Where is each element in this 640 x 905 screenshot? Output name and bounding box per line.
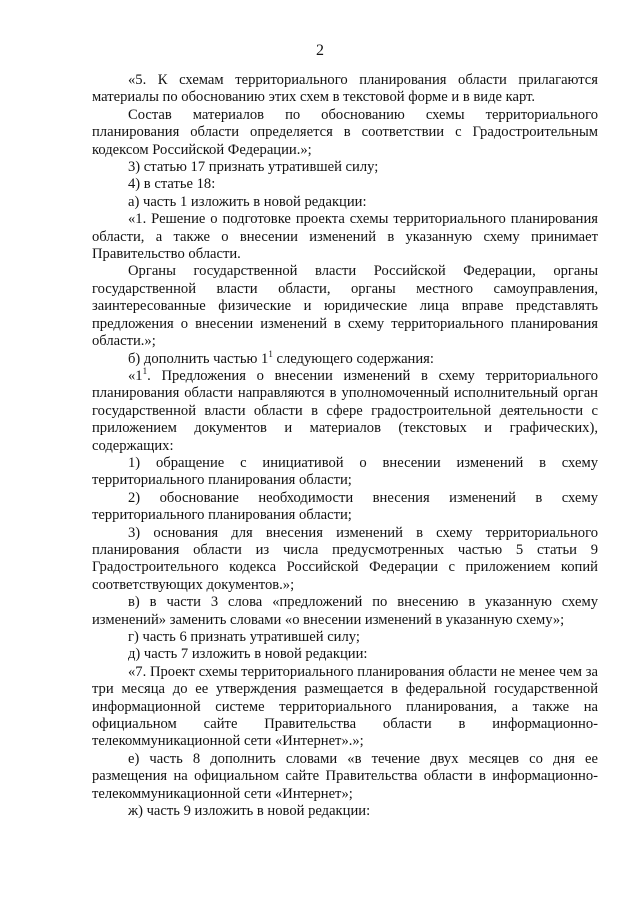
- paragraph-text: . Предложения о внесении изменений в схему территориального планирования области направляются в уполномоченный исполнительный орган государственной власти области в сфере градостроительной деятельности с приложением документов и материалов (текстовых и графических), содержащих:: [92, 367, 598, 454]
- page-number: 2: [316, 42, 324, 59]
- superscript: 1: [142, 365, 148, 376]
- paragraph: «1. Решение о подготовке проекта схемы территориального планирования области, а также о внесении изменений в указанную схему принимает Правительство области.: [92, 211, 598, 263]
- paragraph-text: следующего содержания:: [272, 350, 434, 367]
- paragraph: Органы государственной власти Российской Федерации, органы государственной власти области, органы местного самоуправления, заинтересованные физические и юридические лица вправе представлять предложения о внесении изменений в схему территориального планирования области.»;: [92, 263, 598, 350]
- paragraph: д) часть 7 изложить в новой редакции:: [128, 646, 368, 663]
- paragraph: 2) обоснование необходимости внесения изменений в схему территориального планирования области;: [92, 489, 598, 524]
- paragraph: 4) в статье 18:: [128, 176, 216, 193]
- superscript: 1: [268, 348, 273, 359]
- paragraph: г) часть 6 признать утратившей силу;: [128, 629, 360, 645]
- paragraph: ж) часть 9 изложить в новой редакции:: [128, 803, 371, 820]
- paragraph: «7. Проект схемы территориального планирования области не менее чем за три месяца до ее утверждения размещается в федеральной государственной информационной системе территориального планирования, а также на официальном сайте Правительства области в информационно-телекоммуникационной сети «Интернет».»;: [92, 663, 598, 750]
- paragraph: е) часть 8 дополнить словами «в течение двух месяцев со дня ее размещения на официальном сайте Правительства области в информационно-телекоммуникационной сети «Интернет»;: [92, 750, 598, 802]
- paragraph-text: «1: [128, 367, 143, 384]
- paragraph: 3) статью 17 признать утратившей силу;: [128, 159, 379, 176]
- paragraph: [92, 365, 598, 455]
- document-body: [92, 72, 598, 820]
- paragraph: 3) основания для внесения изменений в схему территориального планирования области из числа предусмотренных частью 5 статьи 9 Градостроительного кодекса Российской Федерации с приложением копий соответствующих документов.»;: [92, 524, 598, 593]
- paragraph: «5. К схемам территориального планирования области прилагаются материалы по обоснованию этих схем в текстовой форме и в виде карт.: [92, 72, 598, 106]
- paragraph: 1) обращение с инициативой о внесении изменений в схему территориального планирования области;: [92, 454, 598, 489]
- paragraph: в) в части 3 слова «предложений по внесению в указанную схему изменений» заменить словами «о внесении изменений в указанную схему»;: [92, 594, 598, 628]
- paragraph: Состав материалов по обоснованию схемы территориального планирования области определяется в соответствии с Градостроительным кодексом Российской Федерации.»;: [92, 106, 598, 158]
- paragraph: а) часть 1 изложить в новой редакции:: [128, 193, 367, 210]
- paragraph-text: б) дополнить частью 1: [128, 350, 269, 367]
- paragraph: [92, 348, 598, 368]
